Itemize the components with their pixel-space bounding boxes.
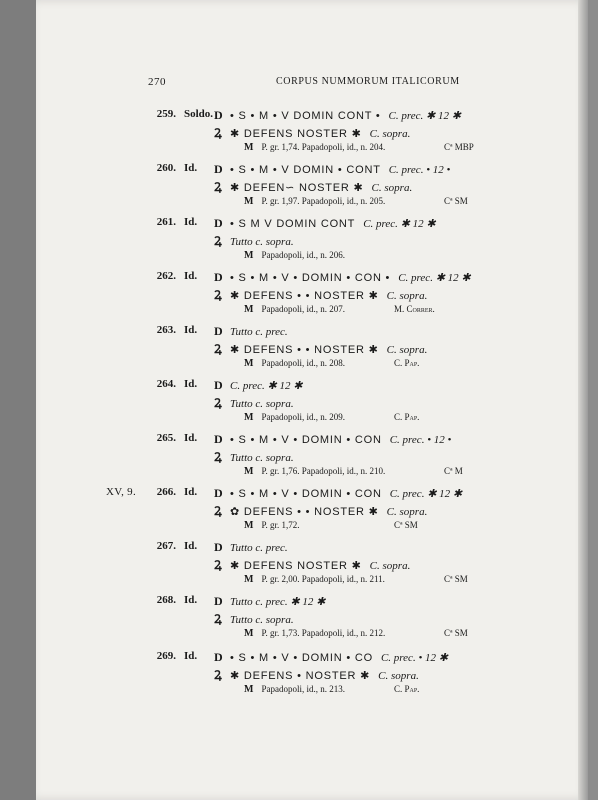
obverse-symbol: D <box>214 540 223 554</box>
source-line <box>244 574 468 585</box>
entry-number: 261. <box>156 216 176 228</box>
obverse-symbol: D <box>214 594 223 608</box>
obverse-description: C. prec. ✱ 12 ✱ <box>230 380 303 392</box>
reverse-description: C. sopra. <box>386 344 428 356</box>
coin-type: Id. <box>184 432 198 444</box>
obverse-line <box>214 540 288 555</box>
obverse-description: C. prec. • 12 • <box>389 434 452 446</box>
coin-type: Id. <box>184 594 198 606</box>
book-page <box>36 0 588 800</box>
obverse-line <box>214 270 471 285</box>
source-reference: P. gr. 1,72. <box>261 520 300 530</box>
collection: M. Correr. <box>394 304 435 314</box>
obverse-description: C. prec. ✱ 12 ✱ <box>388 110 461 122</box>
obverse-line <box>214 216 436 231</box>
obverse-symbol: D <box>214 650 223 664</box>
metal-mark: M <box>244 412 254 423</box>
reverse-legend: ✿ DEFENS • • NOSTER ✱ <box>230 506 379 518</box>
metal-mark: M <box>244 142 254 153</box>
collection: C. Pap. <box>394 684 420 694</box>
reverse-symbol: Ꝝ <box>214 342 222 356</box>
reverse-symbol: Ꝝ <box>214 396 222 410</box>
reverse-description: C. sopra. <box>371 182 413 194</box>
running-title: CORPUS NUMMORUM ITALICORUM <box>276 76 460 87</box>
entry-number: 260. <box>156 162 176 174</box>
collection: C. Pap. <box>394 412 420 422</box>
coin-type: Soldo. <box>184 108 214 120</box>
metal-mark: M <box>244 574 254 585</box>
reverse-symbol: Ꝝ <box>214 668 222 682</box>
obverse-description: C. prec. • 12 ✱ <box>380 652 449 664</box>
entry-number: 264. <box>156 378 176 390</box>
reverse-legend: ✱ DEFENS • • NOSTER ✱ <box>230 344 379 356</box>
source-line <box>244 250 345 261</box>
obverse-description: C. prec. ✱ 12 ✱ <box>363 218 436 230</box>
obverse-line <box>214 324 288 339</box>
obverse-line <box>214 108 461 123</box>
reverse-line <box>214 666 419 683</box>
reverse-legend: ✱ DEFENS NOSTER ✱ <box>230 128 362 140</box>
collection: Cª SM <box>444 196 468 206</box>
reverse-symbol: Ꝝ <box>214 450 222 464</box>
obverse-legend: • S • M • V • DOMIN • CO <box>230 652 373 664</box>
obverse-symbol: D <box>214 324 223 338</box>
source-reference: P. gr. 1,97. Papadopoli, id., n. 205. <box>261 196 386 206</box>
reverse-description: Tutto c. sopra. <box>230 236 294 248</box>
reverse-legend: ✱ DEFENS • • NOSTER ✱ <box>230 290 379 302</box>
metal-mark: M <box>244 520 254 531</box>
entry-number: 263. <box>156 324 176 336</box>
obverse-line <box>214 594 325 609</box>
metal-mark: M <box>244 196 254 207</box>
coin-type: Id. <box>184 486 198 498</box>
reverse-symbol: Ꝝ <box>214 558 222 572</box>
reverse-description: Tutto c. sopra. <box>230 398 294 410</box>
reverse-description: C. sopra. <box>386 506 428 518</box>
obverse-description: Tutto c. prec. ✱ 12 ✱ <box>230 596 326 608</box>
source-reference: P. gr. 1,76. Papadopoli, id., n. 210. <box>261 466 386 476</box>
source-line <box>244 412 420 423</box>
entry-number: 265. <box>156 432 176 444</box>
obverse-symbol: D <box>214 270 223 284</box>
obverse-description: Tutto c. prec. <box>230 542 288 554</box>
obverse-description: Tutto c. prec. <box>230 326 288 338</box>
source-reference: P. gr. 1,73. Papadopoli, id., n. 212. <box>261 628 386 638</box>
obverse-symbol: D <box>214 486 223 500</box>
reverse-line <box>214 556 410 573</box>
reverse-description: C. sopra. <box>369 560 411 572</box>
plate-reference: XV, 9. <box>106 486 137 498</box>
source-line <box>244 628 468 639</box>
collection: C. Pap. <box>394 358 420 368</box>
reverse-description: C. sopra. <box>386 290 428 302</box>
coin-type: Id. <box>184 378 198 390</box>
entry-number: 262. <box>156 270 176 282</box>
source-line <box>244 358 420 369</box>
reverse-symbol: Ꝝ <box>214 234 222 248</box>
obverse-legend: • S • M • V • DOMIN • CON • <box>230 272 391 284</box>
metal-mark: M <box>244 466 254 477</box>
entry-number: 269. <box>156 650 176 662</box>
collection: Cª SM <box>444 628 468 638</box>
reverse-description: Tutto c. sopra. <box>230 614 294 626</box>
source-line <box>244 466 463 477</box>
metal-mark: M <box>244 628 254 639</box>
reverse-line <box>214 178 412 195</box>
obverse-legend: • S • M • V DOMIN • CONT <box>230 164 381 176</box>
obverse-legend: • S M V DOMIN CONT <box>230 218 356 230</box>
source-line <box>244 196 468 207</box>
source-line <box>244 520 418 531</box>
source-reference: Papadopoli, id., n. 206. <box>261 250 345 260</box>
page-number: 270 <box>148 76 166 88</box>
reverse-line <box>214 448 294 465</box>
source-line <box>244 304 435 315</box>
coin-type: Id. <box>184 540 198 552</box>
entry-number: 268. <box>156 594 176 606</box>
source-line <box>244 684 420 695</box>
obverse-legend: • S • M • V • DOMIN • CON <box>230 434 382 446</box>
source-reference: Papadopoli, id., n. 208. <box>261 358 345 368</box>
reverse-symbol: Ꝝ <box>214 612 222 626</box>
entry-number: 259. <box>156 108 176 120</box>
entry-number: 266. <box>156 486 176 498</box>
reverse-line <box>214 502 427 519</box>
source-reference: P. gr. 2,00. Papadopoli, id., n. 211. <box>261 574 385 584</box>
obverse-line <box>214 650 448 665</box>
reverse-description: C. sopra. <box>369 128 411 140</box>
reverse-symbol: Ꝝ <box>214 504 222 518</box>
coin-type: Id. <box>184 162 198 174</box>
reverse-legend: ✱ DEFEN∽ NOSTER ✱ <box>230 182 364 194</box>
metal-mark: M <box>244 358 254 369</box>
coin-type: Id. <box>184 324 198 336</box>
collection: Cª SM <box>444 574 468 584</box>
source-reference: Papadopoli, id., n. 209. <box>261 412 345 422</box>
coin-type: Id. <box>184 650 198 662</box>
reverse-symbol: Ꝝ <box>214 180 222 194</box>
obverse-line <box>214 486 462 501</box>
reverse-description: C. sopra. <box>378 670 419 682</box>
obverse-symbol: D <box>214 216 223 230</box>
collection: Cª SM <box>394 520 418 530</box>
obverse-symbol: D <box>214 108 223 122</box>
scan-margin <box>0 0 36 800</box>
obverse-symbol: D <box>214 162 223 176</box>
obverse-description: C. prec. ✱ 12 ✱ <box>398 272 471 284</box>
reverse-line <box>214 232 294 249</box>
page-edge-shadow <box>578 0 588 800</box>
source-reference: P. gr. 1,74. Papadopoli, id., n. 204. <box>261 142 386 152</box>
obverse-symbol: D <box>214 432 223 446</box>
reverse-line <box>214 610 294 627</box>
reverse-description: Tutto c. sopra. <box>230 452 294 464</box>
reverse-line <box>214 394 294 411</box>
metal-mark: M <box>244 304 254 315</box>
source-line <box>244 142 474 153</box>
reverse-line <box>214 340 427 357</box>
collection: Cª M <box>444 466 463 476</box>
obverse-line <box>214 162 450 177</box>
obverse-line <box>214 378 302 393</box>
reverse-legend: ✱ DEFENS NOSTER ✱ <box>230 560 362 572</box>
coin-type: Id. <box>184 270 198 282</box>
reverse-line <box>214 124 410 141</box>
obverse-description: C. prec. • 12 • <box>388 164 451 176</box>
coin-type: Id. <box>184 216 198 228</box>
source-reference: Papadopoli, id., n. 213. <box>261 684 345 694</box>
obverse-symbol: D <box>214 378 223 392</box>
entry-number: 267. <box>156 540 176 552</box>
metal-mark: M <box>244 250 254 261</box>
obverse-legend: • S • M • V DOMIN CONT • <box>230 110 381 122</box>
metal-mark: M <box>244 684 254 695</box>
obverse-legend: • S • M • V • DOMIN • CON <box>230 488 382 500</box>
reverse-line <box>214 286 427 303</box>
collection: Cª MBP <box>444 142 474 152</box>
reverse-symbol: Ꝝ <box>214 126 222 140</box>
obverse-line <box>214 432 451 447</box>
reverse-legend: ✱ DEFENS • NOSTER ✱ <box>230 670 371 682</box>
source-reference: Papadopoli, id., n. 207. <box>261 304 345 314</box>
reverse-symbol: Ꝝ <box>214 288 222 302</box>
obverse-description: C. prec. ✱ 12 ✱ <box>389 488 463 500</box>
